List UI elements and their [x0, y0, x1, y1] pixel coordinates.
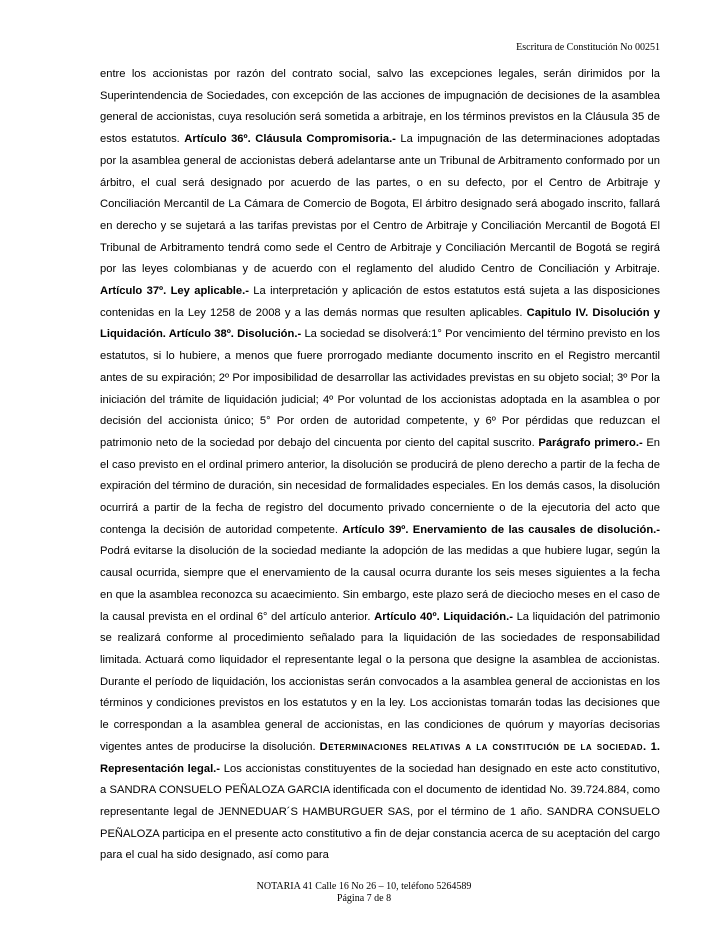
text-segment: entre los accionistas por razón del contrato social, salvo las excepciones legales, serán dirimidos por la Superintendencia de Sociedades, con excepción de las acciones de impugnación de decisiones de la asamblea general de accionistas, cuya resolución será sometida a arbitraje, en los términos previstos en la Cláusula 35 de estos estatutos. [100, 68, 660, 146]
text-segment: Podrá evitarse la disolución de la sociedad mediante la adopción de las medidas a que hubiere lugar, según la causal ocurrida, siempre que el enervamiento de la causal ocurra durante los seis meses siguientes a la fecha en que la asamblea reconozca su acaecimiento. Sin embargo, este plazo será de dieciocho meses en el caso de la causal prevista en el ordinal 6° del artículo anterior. [100, 545, 660, 623]
body-paragraph [100, 64, 660, 867]
text-segment: La liquidación del patrimonio se realizará conforme al procedimiento señalado para la liquidación de las sociedades de responsabilidad limitada. Actuará como liquidador el representante legal o la persona que designe la asamblea de accionistas. Durante el período de liquidación, los accionistas serán convocados a la asamblea general de accionistas en los términos y condiciones previstos en los estatutos y en la ley. Los accionistas tomarán todas las decisiones que le correspondan a la asamblea general de accionistas, en las condiciones de quórum y mayorías decisorias vigentes antes de producirse la disolución. [100, 610, 660, 753]
paragrafo-heading: Parágrafo primero.- [538, 436, 643, 449]
text-segment: Los accionistas constituyentes de la sociedad han designado en este acto constitutivo, a SANDRA CONSUELO PEÑALOZA GARCIA identificada con el documento de identidad No. 39.724.884, como representante legal de JENNEDUAR´S HAMBURGUER SAS, por el término de 1 año. SANDRA CONSUELO PEÑALOZA participa en el presente acto constitutivo a fin de dejar constancia acerca de su aceptación del cargo para el cual ha sido designado, así como para [100, 762, 660, 862]
document-footer [0, 881, 728, 905]
text-segment: La sociedad se disolverá:1° Por vencimiento del término previsto en los estatutos, si lo hubiere, a menos que fuere prorrogado mediante documento inscrito en el Registro mercantil antes de su expiración; 2º Por imposibilidad de desarrollar las actividades previstas en su objeto social; 3º Por la iniciación del trámite de liquidación judicial; 4º Por voluntad de los accionistas adoptada en la asamblea o por decisión del accionista único; 5° Por orden de autoridad competente, y 6º Por pérdidas que reduzcan el patrimonio neto de la sociedad por debajo del cincuenta por ciento del capital suscrito. [100, 328, 660, 449]
article-36-heading: Artículo 36º. Cláusula Compromisoria.- [184, 133, 396, 146]
page-number: Página 7 de 8 [336, 893, 392, 904]
article-37-heading: Artículo 37º. Ley aplicable.- [100, 285, 249, 298]
representacion-heading: 1. Representación legal.- [100, 740, 660, 775]
determinaciones-heading: Determinaciones relativas a la constitución de la sociedad. [319, 740, 647, 753]
text-segment: La interpretación y aplicación de estos estatutos está sujeta a las disposiciones contenidas en la Ley 1258 de 2008 y a las demás normas que resulten aplicables. [100, 285, 660, 319]
document-header: Escritura de Constitución No 00251 [516, 42, 660, 53]
text-segment: La impugnación de las determinaciones adoptadas por la asamblea general de accionistas deberá adelantarse ante un Tribunal de Arbitramento conformado por un árbitro, el cual será designado por acuerdo de las partes, o en su defecto, por el Centro de Arbitraje y Conciliación Mercantil de La Cámara de Comercio de Bogota, El árbitro designado será abogado inscrito, fallará en derecho y se sujetará a las tarifas previstas por el Centro de Arbitraje y Conciliación Mercantil de Bogotá El Tribunal de Arbitramento tendrá como sede el Centro de Arbitraje y Conciliación Mercantil de Bogotá se regirá por las leyes colombianas y de acuerdo con el reglamento del aludido Centro de Conciliación y Arbitraje. [100, 133, 660, 276]
article-39-heading: Artículo 39º. Enervamiento de las causales de disolución.- [342, 523, 660, 536]
text-segment: En el caso previsto en el ordinal primero anterior, la disolución se producirá de pleno derecho a partir de la fecha de expiración del término de duración, sin necesidad de formalidades especiales. En los demás casos, la disolución ocurrirá a partir de la fecha de registro del documento privado concerniente o de la ejecutoria del acto que contenga la decisión de autoridad competente. [100, 436, 661, 536]
chapter-4-heading: Capitulo IV. Disolución y Liquidación. Artículo 38º. Disolución.- [100, 306, 660, 341]
notary-address: NOTARIA 41 Calle 16 No 26 – 10, teléfono 5264589 [256, 881, 472, 892]
document-body [100, 64, 660, 867]
article-40-heading: Artículo 40º. Liquidación.- [374, 610, 513, 623]
